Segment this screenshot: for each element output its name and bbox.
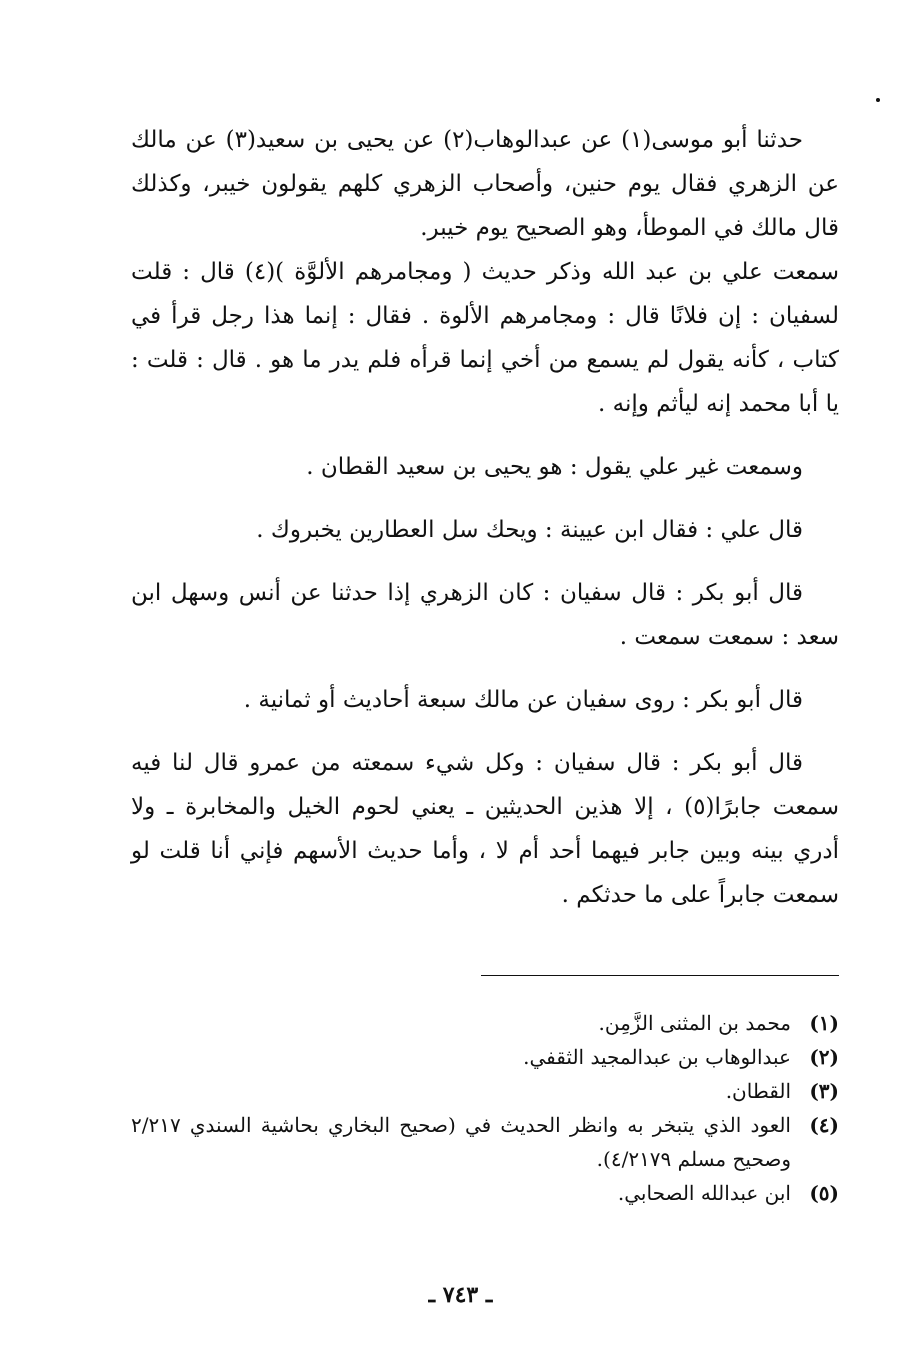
footnote-separator bbox=[481, 975, 839, 976]
footnote-text: ابن عبدالله الصحابي. bbox=[617, 1181, 791, 1205]
footnote-2 bbox=[131, 1040, 839, 1074]
paragraph-2: سمعت علي بن عبد الله وذكر حديث ( ومجامرهم الألوَّة )(٤) قال : قلت لسفيان : إن فلانًا قال : ومجامرهم الألوة . فقال : إنما هذا رجل قرأ في كتاب ، كأنه يقول لم يسمع من أخي إنما قرأه فلم يدر ما هو . قال : قلت : يا أبا محمد إنه ليأثم وإنه . bbox=[131, 259, 840, 417]
footnote-number: (٢) bbox=[809, 1045, 839, 1069]
footnote-text: العود الذي يتبخر به وانظر الحديث في (صحيح البخاري بحاشية السندي ٢/٢١٧ وصحيح مسلم ٤/٢١٧٩). bbox=[131, 1113, 791, 1171]
footnote-4 bbox=[131, 1108, 839, 1176]
footnote-number: (٤) bbox=[809, 1113, 839, 1137]
footnote-1 bbox=[131, 1006, 839, 1040]
footnotes-section bbox=[131, 1006, 839, 1210]
footnote-number: (٥) bbox=[809, 1181, 839, 1205]
paragraph-3: وسمعت غير علي يقول : هو يحيى بن سعيد القطان . bbox=[306, 454, 803, 480]
paragraph-5: قال أبو بكر : قال سفيان : كان الزهري إذا حدثنا عن أنس وسهل ابن سعد : سمعت سمعت . bbox=[131, 580, 839, 650]
paragraph-6: قال أبو بكر : روى سفيان عن مالك سبعة أحاديث أو ثمانية . bbox=[243, 687, 803, 713]
footnote-3 bbox=[131, 1074, 839, 1108]
paragraph-7: قال أبو بكر : قال سفيان : وكل شيء سمعته من عمرو قال لنا فيه سمعت جابرًا(٥) ، إلا هذين الحديثين ـ يعني لحوم الخيل والمخابرة ـ ولا أدري بينه وبين جابر فيهما أحد أم لا ، وأما حديث الأسهم فإني أنا قلت لو سمعت جابراً على ما حدثكم . bbox=[131, 750, 839, 908]
footnote-number: (١) bbox=[809, 1011, 839, 1035]
paragraph-4: قال علي : فقال ابن عيينة : ويحك سل العطارين يخبروك . bbox=[256, 517, 803, 543]
footnote-5 bbox=[131, 1176, 839, 1210]
paragraph-1: حدثنا أبو موسى(١) عن عبدالوهاب(٢) عن يحيى بن سعيد(٣) عن مالك عن الزهري فقال يوم حنين، وأصحاب الزهري كلهم يقولون خيبر، وكذلك قال مالك في الموطأ، وهو الصحيح يوم خيبر. bbox=[131, 127, 839, 241]
main-text-body bbox=[131, 118, 839, 917]
page-number: ـ ٧٤٣ ـ bbox=[428, 1282, 493, 1308]
footnote-text: محمد بن المثنى الزَّمِن. bbox=[598, 1011, 791, 1035]
footnote-text: عبدالوهاب بن عبدالمجيد الثقفي. bbox=[523, 1045, 791, 1069]
footnote-text: القطان. bbox=[725, 1079, 791, 1103]
footnote-number: (٣) bbox=[809, 1079, 839, 1103]
stray-ink-dot bbox=[876, 98, 880, 102]
